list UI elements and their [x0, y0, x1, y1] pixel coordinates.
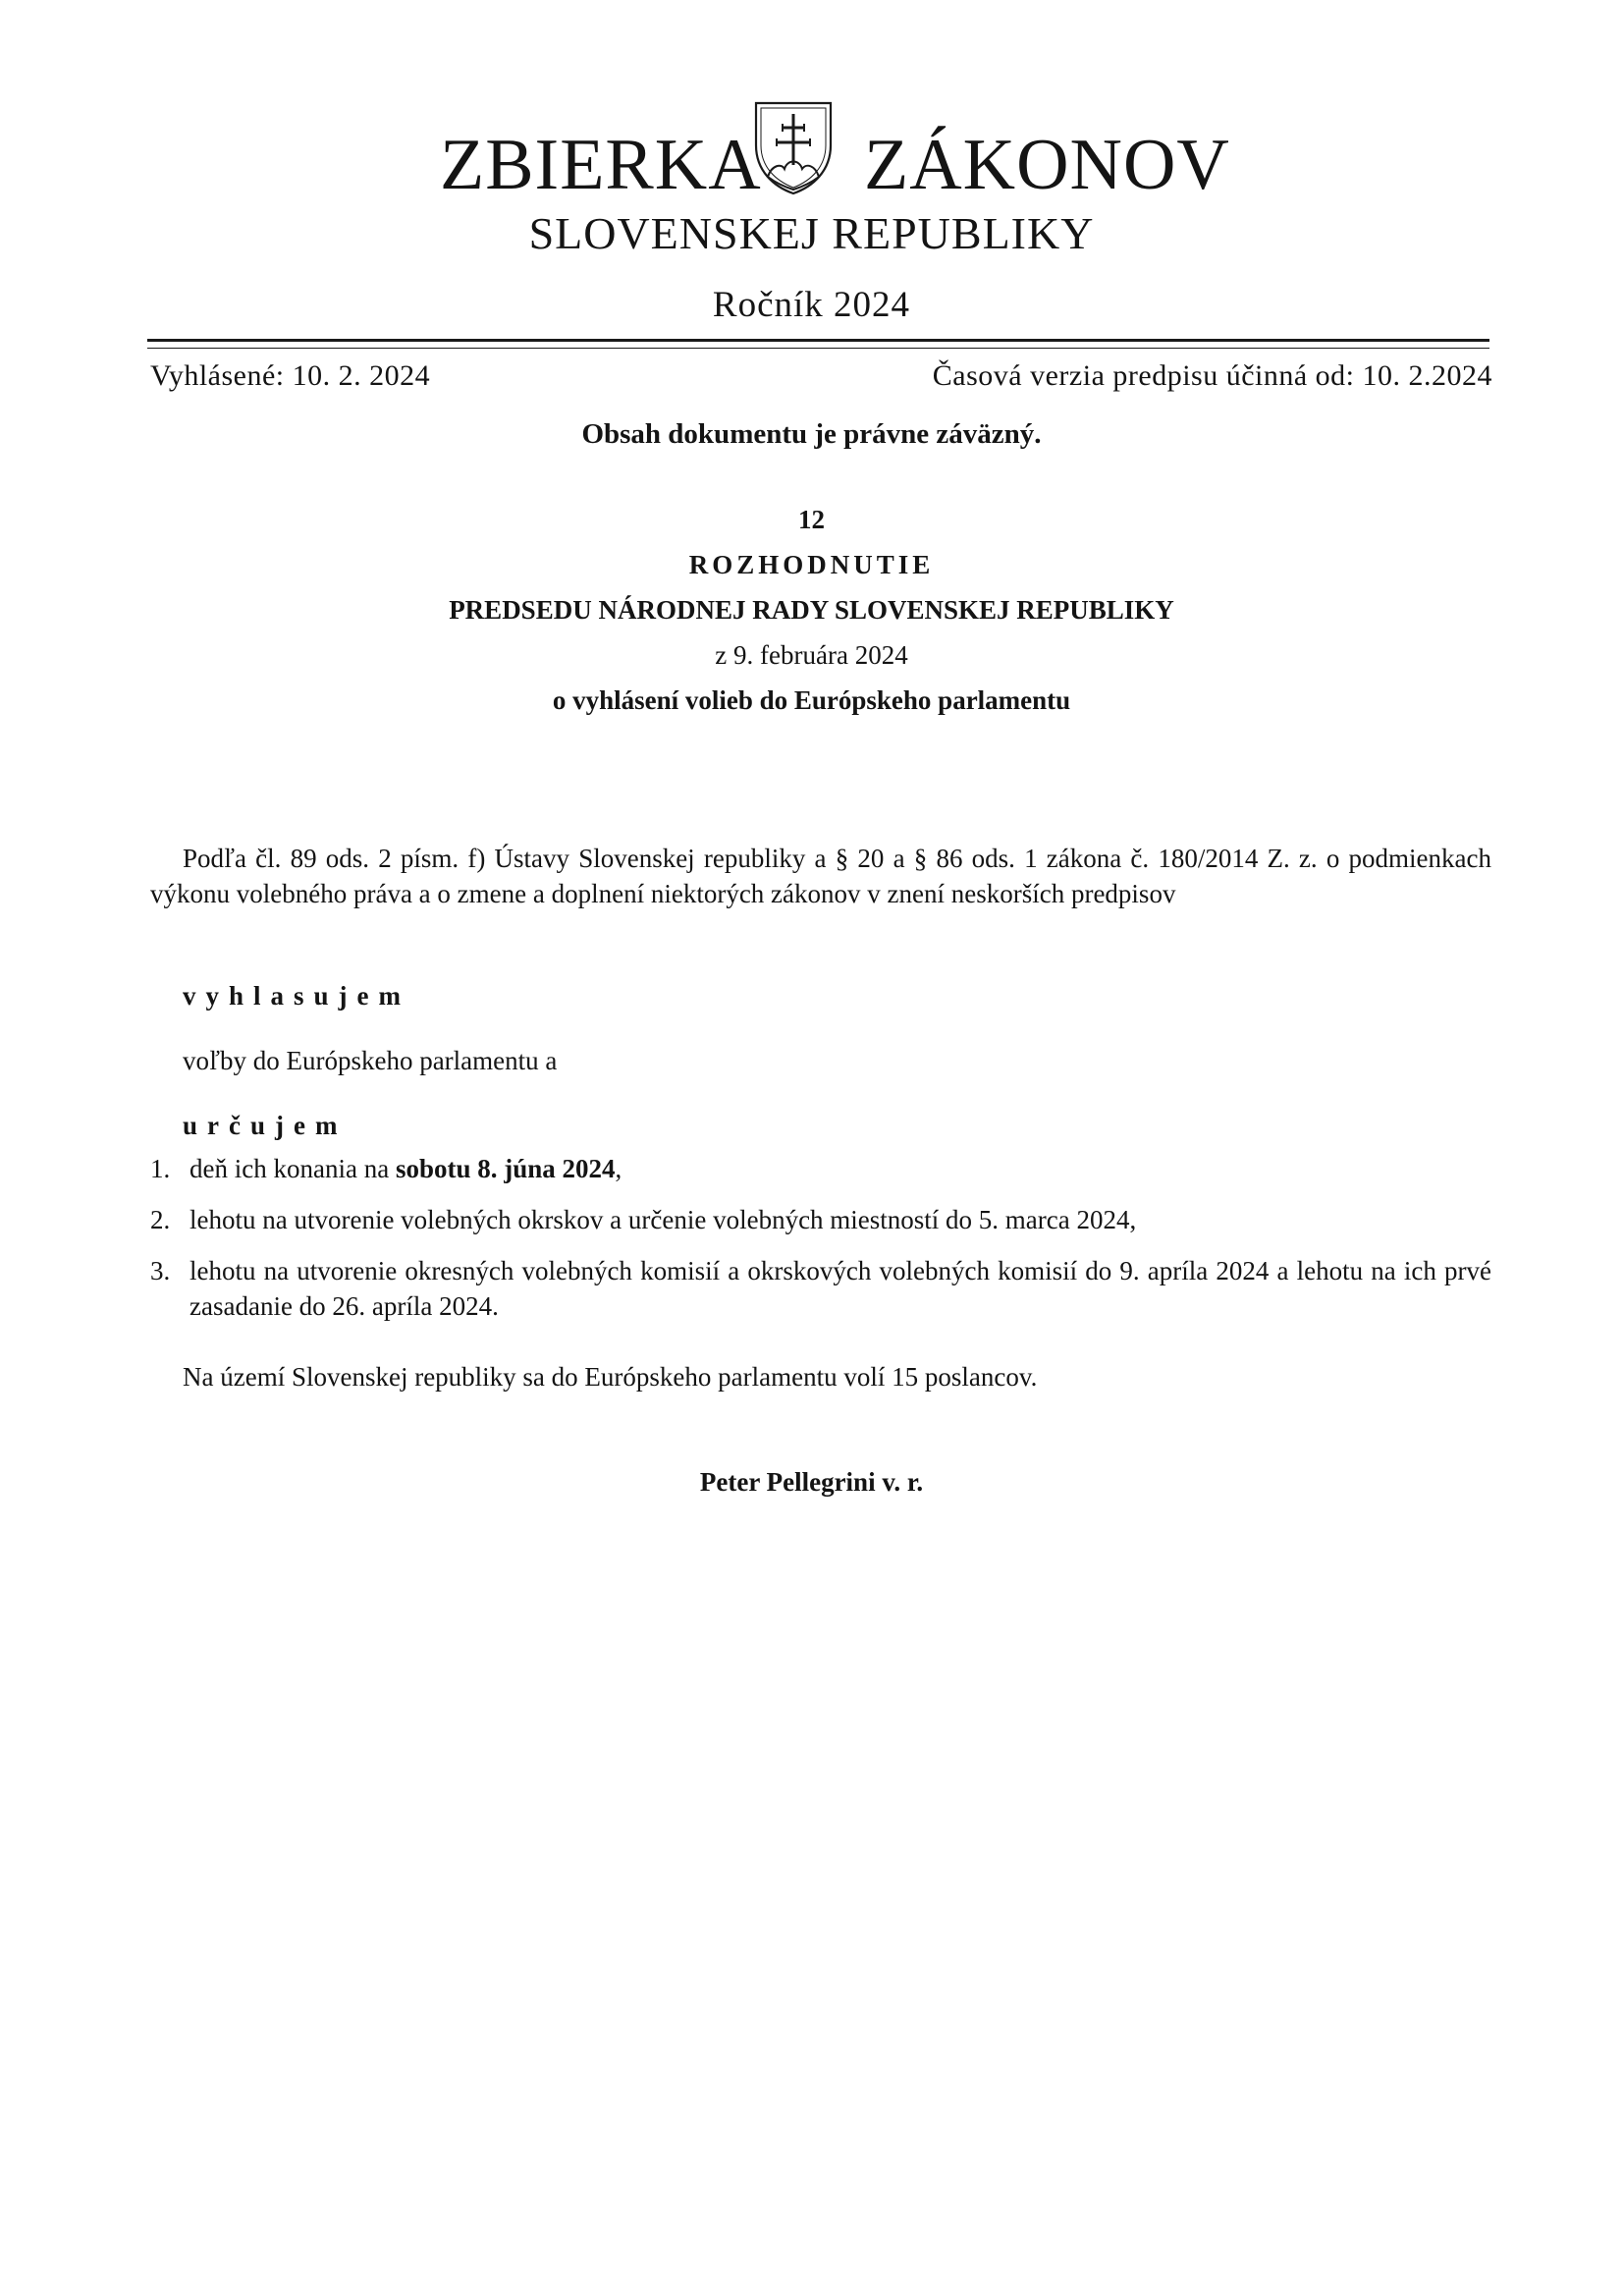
- slovak-coat-of-arms-icon: [752, 100, 835, 196]
- decision-number: 12: [798, 505, 825, 534]
- effective-version-date: Časová verzia predpisu účinná od: 10. 2.2024: [932, 359, 1492, 392]
- decision-type: ROZHODNUTIE: [688, 550, 935, 579]
- decision-subject: o vyhlásení volieb do Európskeho parlamentu: [552, 685, 1071, 715]
- binding-note: Obsah dokumentu je právne záväzný.: [581, 418, 1042, 450]
- list-item-text-end: ,: [615, 1154, 622, 1183]
- list-item-emphasis: sobotu 8. júna 2024: [395, 1154, 616, 1183]
- masthead-subtitle: SLOVENSKEJ REPUBLIKY: [528, 208, 1095, 258]
- signature: Peter Pellegrini v. r.: [699, 1467, 924, 1497]
- list-item: [150, 1253, 1491, 1324]
- masthead-word-right: ZÁKONOV: [864, 125, 1230, 205]
- list-item: [150, 1151, 1491, 1186]
- list-item-number: 3.: [150, 1256, 171, 1285]
- list-item-number: 2.: [150, 1205, 171, 1234]
- masthead-word-left: ZBIERKA: [440, 125, 762, 205]
- determine-word: určujem: [183, 1111, 348, 1140]
- list-item-text: lehotu na utvorenie okresných volebných komisií a okrskových volebných komisií do 9. apríla 2024 a lehotu na ich prvé zasadanie do 26. apríla 2024.: [189, 1256, 1491, 1321]
- list-item: [150, 1202, 1491, 1237]
- decision-issuer: PREDSEDU NÁRODNEJ RADY SLOVENSKEJ REPUBLIKY: [449, 595, 1174, 625]
- header-rule-thin: [147, 348, 1489, 349]
- announced-date: Vyhlásené: 10. 2. 2024: [150, 359, 431, 392]
- list-item-text: lehotu na utvorenie volebných okrskov a určenie volebných miestností do 5. marca 2024,: [189, 1205, 1137, 1234]
- masthead-year: Ročník 2024: [712, 285, 911, 325]
- preamble-paragraph: Podľa čl. 89 ods. 2 písm. f) Ústavy Slovenskej republiky a § 20 a § 86 ods. 1 zákona č. 180/2014 Z. z. o podmienkach výkonu volebného práva a o zmene a doplnení niektorých zákonov v znení neskorších predpisov: [150, 844, 1491, 908]
- determination-list: [150, 1151, 1491, 1339]
- decision-date: z 9. februára 2024: [715, 640, 908, 670]
- header-rule-thick: [147, 339, 1489, 342]
- closing-paragraph: Na území Slovenskej republiky sa do Európskeho parlamentu volí 15 poslancov.: [183, 1362, 1038, 1392]
- declare-object: voľby do Európskeho parlamentu a: [183, 1046, 558, 1075]
- declare-word: vyhlasujem: [183, 981, 411, 1011]
- list-item-number: 1.: [150, 1154, 171, 1183]
- list-item-text: deň ich konania na: [189, 1154, 396, 1183]
